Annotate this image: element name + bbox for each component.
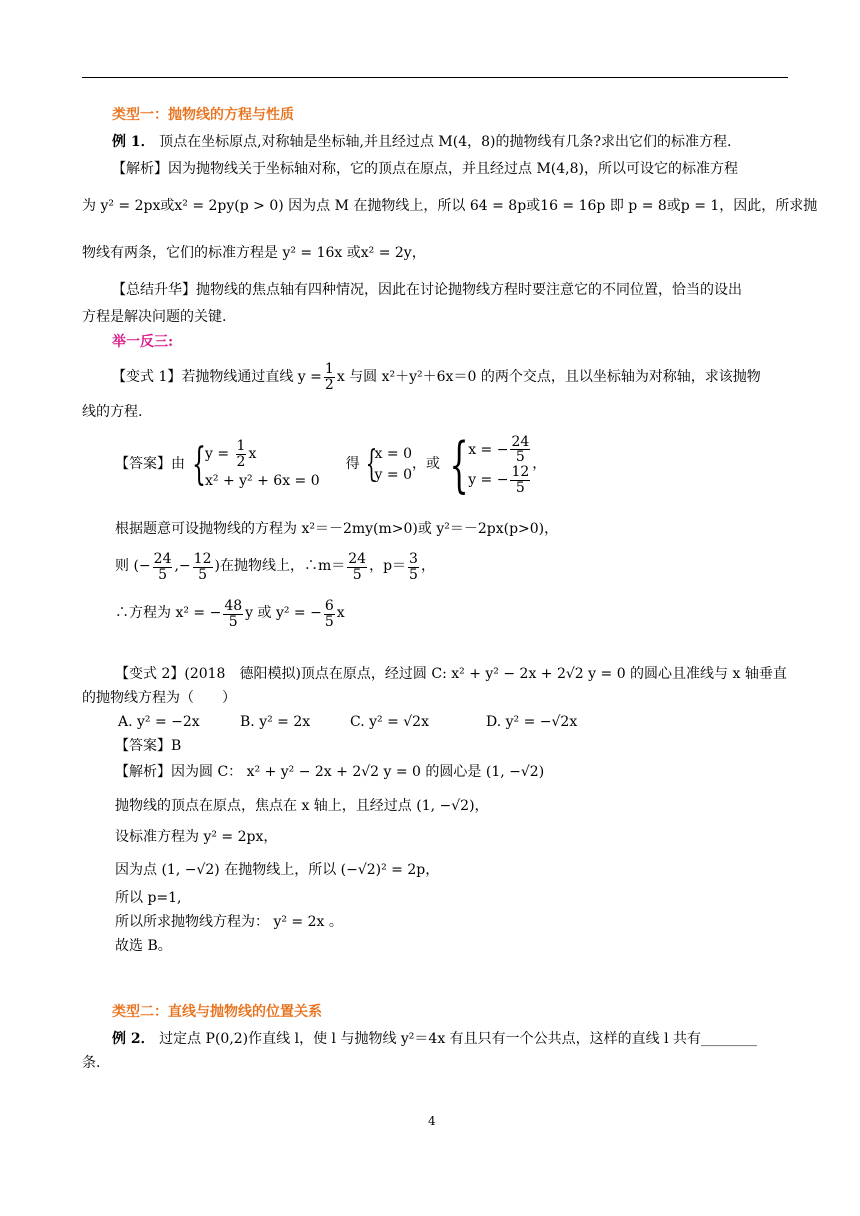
frac-den: 5 — [515, 449, 525, 466]
frac-num: 12 — [511, 464, 530, 480]
ans3-frac3 — [347, 552, 367, 582]
sys2-eq1: x = 0 — [374, 445, 412, 462]
option-a: A. y² = −2x — [118, 714, 200, 730]
ans3-frac1 — [153, 552, 173, 582]
answer-line-2: 根据题意可设抛物线的方程为 x²＝－2my(m>0)或 y²＝－2px(p>0)， — [115, 521, 559, 537]
answer-or: ，或 — [412, 456, 440, 473]
frac-den: 5 — [352, 566, 362, 583]
ans4-b: y 或 y² = − — [245, 605, 322, 622]
section-title-2: 类型二：直线与抛物线的位置关系 — [112, 1004, 322, 1020]
sys1-eq1-a: y = — [205, 446, 234, 463]
frac-num: 24 — [153, 550, 172, 567]
sys3-eq1-a: x = − — [468, 441, 509, 458]
ans4-frac1 — [223, 599, 243, 629]
frac-den: 2 — [324, 376, 334, 393]
system-1 — [205, 439, 320, 491]
variant2-analysis-3: 设标准方程为 y² = 2px， — [115, 829, 278, 845]
example2-label: 例 2． — [112, 1031, 155, 1047]
variant-2-line-1 — [115, 666, 787, 684]
analysis-line-1 — [112, 161, 738, 179]
answer-line-3: 则 (− $\frac{24}{5}$ ,− $\frac{12}{5}$ ) 在抛物线上，∴m＝ $\frac{24}{5}$ ，p＝ $\frac{3}{5}$ ， — [115, 550, 435, 583]
variant2-analysis-7: 故选 B。 — [115, 938, 172, 954]
variant-text-b: x 与圆 x²＋y²＋6x＝0 的两个交点，且以坐标轴为对称轴，求该抛物 — [336, 369, 761, 386]
section-title-1: 类型一：抛物线的方程与性质 — [112, 107, 294, 123]
sys3-frac1 — [510, 435, 530, 465]
ans4-a: ∴方程为 x² = − — [115, 605, 222, 622]
variant2-analysis-1: 【解析】因为圆 C： x² + y² − 2x + 2√2 y = 0 的圆心是 (1, −√2) — [115, 764, 545, 780]
frac-num: 12 — [193, 550, 212, 567]
answer-from: 由 — [171, 456, 185, 473]
ans3-frac2 — [193, 552, 213, 582]
variant2-analysis-5: 所以 p=1, — [115, 890, 182, 906]
ans3-b: 在抛物线上，∴m＝ — [219, 558, 346, 575]
variant2-answer: 【答案】B — [115, 738, 182, 754]
variant-1-line-2: 线的方程. — [82, 404, 143, 420]
analysis-line-2: 为 y² = 2px或x² = 2py(p > 0) 因为点 M 在抛物线上，所以 64 = 8p或16 = 16p 即 p = 8或p = 1，因此，所求抛 — [82, 198, 818, 214]
example-label: 例 1． — [112, 134, 155, 150]
practice-title: 举一反三: — [112, 334, 174, 350]
frac-num: 48 — [224, 597, 243, 614]
variant-1-line-1 — [112, 362, 761, 392]
variant2-analysis-4: 因为点 (1, −√2) 在抛物线上，所以 (−√2)² = 2p， — [115, 862, 440, 878]
variant2-tag: 【变式 2】 — [115, 666, 185, 682]
sys2-eq2: y = 0 — [374, 467, 412, 483]
frac-num: 6 — [324, 597, 334, 614]
sys3-frac2 — [510, 465, 530, 495]
page-number: 4 — [428, 1114, 436, 1128]
variant2-analysis-6: 所以所求抛物线方程为： y² = 2x 。 — [115, 914, 343, 930]
variant-text-a: 若抛物线通过直线 y = — [181, 369, 322, 386]
fraction-half — [324, 362, 335, 392]
frac-den: 5 — [228, 613, 238, 630]
frac-den: 5 — [324, 613, 334, 630]
summary-tag: 【总结升华】 — [112, 282, 196, 298]
answer-get: 得 — [345, 456, 360, 473]
frac-den: 2 — [236, 453, 246, 470]
frac-den: 5 — [409, 566, 418, 583]
analysis-text: 因为抛物线关于坐标轴对称，它的顶点在原点，并且经过点 M(4,8)，所以可设它的标准方程 — [168, 161, 738, 177]
answer-line-4: ∴方程为 x² = − $\frac{48}{5}$ y 或 y² = − $\frac{6}{5}$ x — [115, 597, 345, 630]
option-c: C. y² = √2x — [350, 714, 429, 730]
brace-2: { — [365, 444, 377, 485]
example-2-line-1 — [112, 1031, 757, 1049]
variant2-analysis-2: 抛物线的顶点在原点，焦点在 x 轴上，且经过点 (1, −√2)， — [115, 798, 489, 814]
system-3 — [468, 435, 532, 496]
variant-2-line-2: 的抛物线方程为（ ） — [82, 690, 236, 706]
example-1 — [112, 134, 731, 152]
frac-den: 5 — [158, 566, 168, 583]
frac-den: 5 — [515, 479, 525, 496]
summary-line-2: 方程是解决问题的关键. — [82, 309, 227, 325]
system-2 — [375, 446, 412, 485]
example2-text: 过定点 P(0,2)作直线 l，使 l 与抛物线 y²＝4x 有且只有一个公共点，这样的直线 l 共有________ — [159, 1031, 758, 1047]
option-d: D. y² = −√2x — [486, 714, 578, 730]
brace-3: { — [449, 430, 469, 500]
frac-num: 1 — [236, 438, 246, 455]
sys1-eq1-b: x — [248, 446, 257, 463]
ans3-a: 则 (− — [115, 558, 151, 575]
frac-num: 24 — [511, 433, 530, 450]
ans4-frac2 — [324, 599, 335, 629]
header-rule — [82, 77, 788, 78]
variant-tag: 【变式 1】 — [112, 369, 182, 386]
analysis-tag: 【解析】 — [112, 161, 168, 177]
frac-num: 3 — [409, 550, 418, 567]
sys1-eq2: x² + y² + 6x = 0 — [205, 473, 320, 490]
brace-1: { — [192, 439, 206, 490]
option-b: B. y² = 2x — [240, 714, 311, 730]
example-text: 顶点在坐标原点,对称轴是坐标轴,并且经过点 M(4，8)的抛物线有几条?求出它们的标准方程. — [159, 134, 732, 150]
ans3-frac4 — [408, 552, 419, 582]
sys3-eq2-a: y = − — [468, 472, 509, 489]
frac-num: 24 — [348, 550, 367, 567]
answer-systems: 【答案】 由 { y = $\frac{1}{2}$ x x² + y² + 6x = 0 得 { x = 0 y = 0 ，或 { x = − $\frac{24}{5}$ y = − $\frac{12}{5}$ ， — [115, 430, 547, 500]
summary-text: 抛物线的焦点轴有四种情况，因此在讨论抛物线方程时要注意它的不同位置，恰当的设出 — [196, 282, 742, 298]
answer-tag: 【答案】 — [115, 456, 171, 473]
frac-den: 5 — [198, 566, 208, 583]
variant2-text: (2018 德阳模拟)顶点在原点，经过圆 C: x² + y² − 2x + 2√2 y = 0 的圆心且准线与 x 轴垂直 — [184, 666, 787, 682]
analysis-line-3: 物线有两条，它们的标准方程是 y² = 16x 或x² = 2y， — [82, 245, 426, 261]
example-2-line-2: 条. — [82, 1055, 101, 1071]
sys1-frac — [236, 439, 247, 469]
summary-line-1 — [112, 282, 742, 300]
frac-num: 1 — [324, 361, 334, 377]
